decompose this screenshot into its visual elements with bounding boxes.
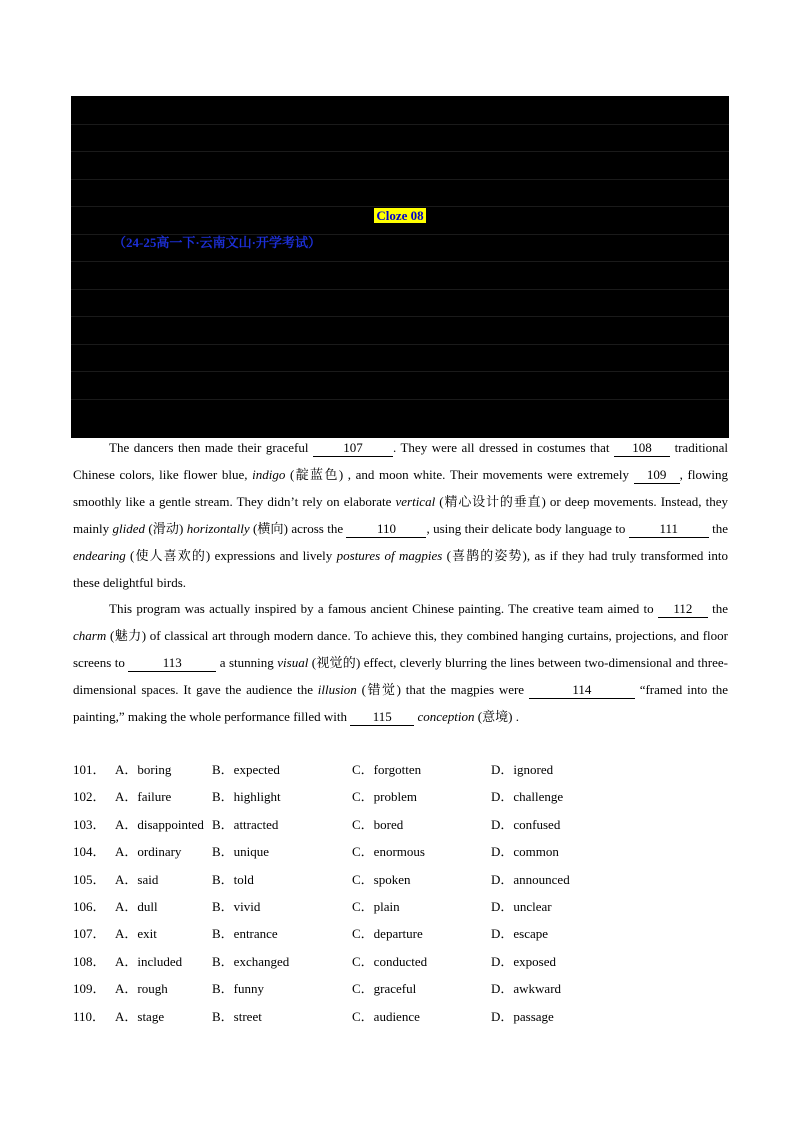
blank-108: 108 <box>614 440 670 457</box>
passage-text: (错觉) that the magpies were <box>356 682 529 697</box>
passage-paragraph-2 <box>73 595 728 730</box>
passage-text: the <box>708 521 729 536</box>
option-b: B．highlight <box>212 789 281 805</box>
option-b: B．exchanged <box>212 953 290 969</box>
passage-text: (靛蓝色) , and moon white. Their movements were extremely <box>285 467 634 482</box>
italic-term: postures of magpies <box>336 548 443 563</box>
option-a: A．stage <box>115 1008 165 1024</box>
blank-112: 112 <box>658 601 708 618</box>
option-b: B．told <box>212 871 254 887</box>
option-c: C．spoken <box>352 871 411 887</box>
question-number: 104． <box>73 844 106 860</box>
option-c: C．conducted <box>352 953 428 969</box>
passage-text: (视觉的) effect, cleverly blurring the lines between two-dimensional and three-dimensional spaces. It gave the audience the <box>73 655 728 697</box>
option-c: C．enormous <box>352 844 425 860</box>
passage-text: . They were all dressed in costumes that <box>392 440 615 455</box>
source-subtitle: （24-25高一下·云南文山·开学考试） <box>113 235 322 250</box>
passage-text: traditional Chinese colors, like flower blue, <box>73 440 728 482</box>
blank-113: 113 <box>128 655 216 672</box>
option-a: A．failure <box>115 789 172 805</box>
option-d: D．escape <box>491 926 549 942</box>
passage-text: The dancers then made their graceful <box>109 440 313 455</box>
option-b: B．attracted <box>212 816 279 832</box>
option-b: B．street <box>212 1008 262 1024</box>
option-b: B．funny <box>212 981 265 997</box>
option-a: A．dull <box>115 898 158 914</box>
option-b: B．entrance <box>212 926 278 942</box>
option-b: B．vivid <box>212 898 261 914</box>
question-number: 103． <box>73 816 106 832</box>
option-d: D．passage <box>491 1008 554 1024</box>
italic-term: endearing <box>73 548 126 563</box>
passage-text: (滑动) <box>144 521 187 536</box>
option-d: D．common <box>491 844 559 860</box>
question-number: 101． <box>73 762 106 777</box>
italic-term: conception <box>417 709 475 724</box>
blank-111: 111 <box>629 521 709 538</box>
passage-text: a stunning <box>216 655 278 670</box>
question-number: 108． <box>73 953 106 969</box>
passage-text: (横向) across the <box>249 521 347 536</box>
italic-term: glided <box>112 521 145 536</box>
option-a: A．disappointed <box>115 816 204 832</box>
section-title <box>0 207 800 225</box>
passage-text: (精心设计的垂直) or deep movements. Instead, they mainly <box>73 494 728 536</box>
option-a: A．included <box>115 953 183 969</box>
option-b: B．expected <box>212 762 280 777</box>
italic-term: vertical <box>395 494 436 509</box>
blank-110: 110 <box>346 521 426 538</box>
italic-term: visual <box>277 655 309 670</box>
option-a: A．said <box>115 871 159 887</box>
option-c: C．plain <box>352 898 400 914</box>
blank-115: 115 <box>350 709 414 726</box>
passage-text: “framed into the painting,” making the whole performance filled with <box>73 682 728 724</box>
option-c: C．graceful <box>352 981 417 997</box>
option-b: B．unique <box>212 844 270 860</box>
option-c: C．bored <box>352 816 404 832</box>
option-d: D．confused <box>491 816 561 832</box>
question-number: 102． <box>73 789 106 805</box>
option-d: D．announced <box>491 871 570 887</box>
redacted-black-box <box>71 96 729 438</box>
option-d: D．challenge <box>491 789 564 805</box>
option-d: D．awkward <box>491 981 562 997</box>
option-d: D．exposed <box>491 953 556 969</box>
passage-text: the <box>707 601 728 616</box>
passage-text: This program was actually inspired by a famous ancient Chinese painting. The creative team aimed to <box>109 601 658 616</box>
option-c: C．problem <box>352 789 417 805</box>
passage-text: , using their delicate body language to <box>426 521 629 536</box>
passage-text: (使人喜欢的) expressions and lively <box>125 548 337 563</box>
question-number: 107． <box>73 926 106 942</box>
option-d: D．unclear <box>491 898 552 914</box>
passage-paragraph-1 <box>73 434 728 596</box>
option-c: C．departure <box>352 926 423 942</box>
passage-text: , flowing smoothly like a gentle stream. They didn’t rely on elaborate <box>73 467 728 509</box>
passage-text: (意境) . <box>474 709 519 724</box>
option-a: A．ordinary <box>115 844 182 860</box>
option-a: A．exit <box>115 926 157 942</box>
question-number: 109． <box>73 981 106 997</box>
blank-114: 114 <box>529 682 635 699</box>
blank-109: 109 <box>634 467 680 484</box>
option-c: C．audience <box>352 1008 420 1024</box>
italic-term: illusion <box>317 682 357 697</box>
blank-107: 107 <box>313 440 393 457</box>
question-number: 106． <box>73 898 106 914</box>
passage-text: (喜鹊的姿势), as if they had truly transformed into these delightful birds. <box>73 548 728 590</box>
option-c: C．forgotten <box>352 762 422 777</box>
question-number: 110． <box>73 1008 106 1024</box>
italic-term: indigo <box>252 467 286 482</box>
passage-text: (魅力) of classical art through modern dance. To achieve this, they combined hanging curtains, projections, and floor screens to <box>73 628 728 670</box>
italic-term: horizontally <box>186 521 250 536</box>
question-number: 105． <box>73 871 106 887</box>
option-a: A．boring <box>115 762 172 777</box>
option-d: D．ignored <box>491 762 554 777</box>
italic-term: charm <box>73 628 107 643</box>
option-a: A．rough <box>115 981 168 997</box>
section-title-text: Cloze 08 <box>376 208 424 223</box>
